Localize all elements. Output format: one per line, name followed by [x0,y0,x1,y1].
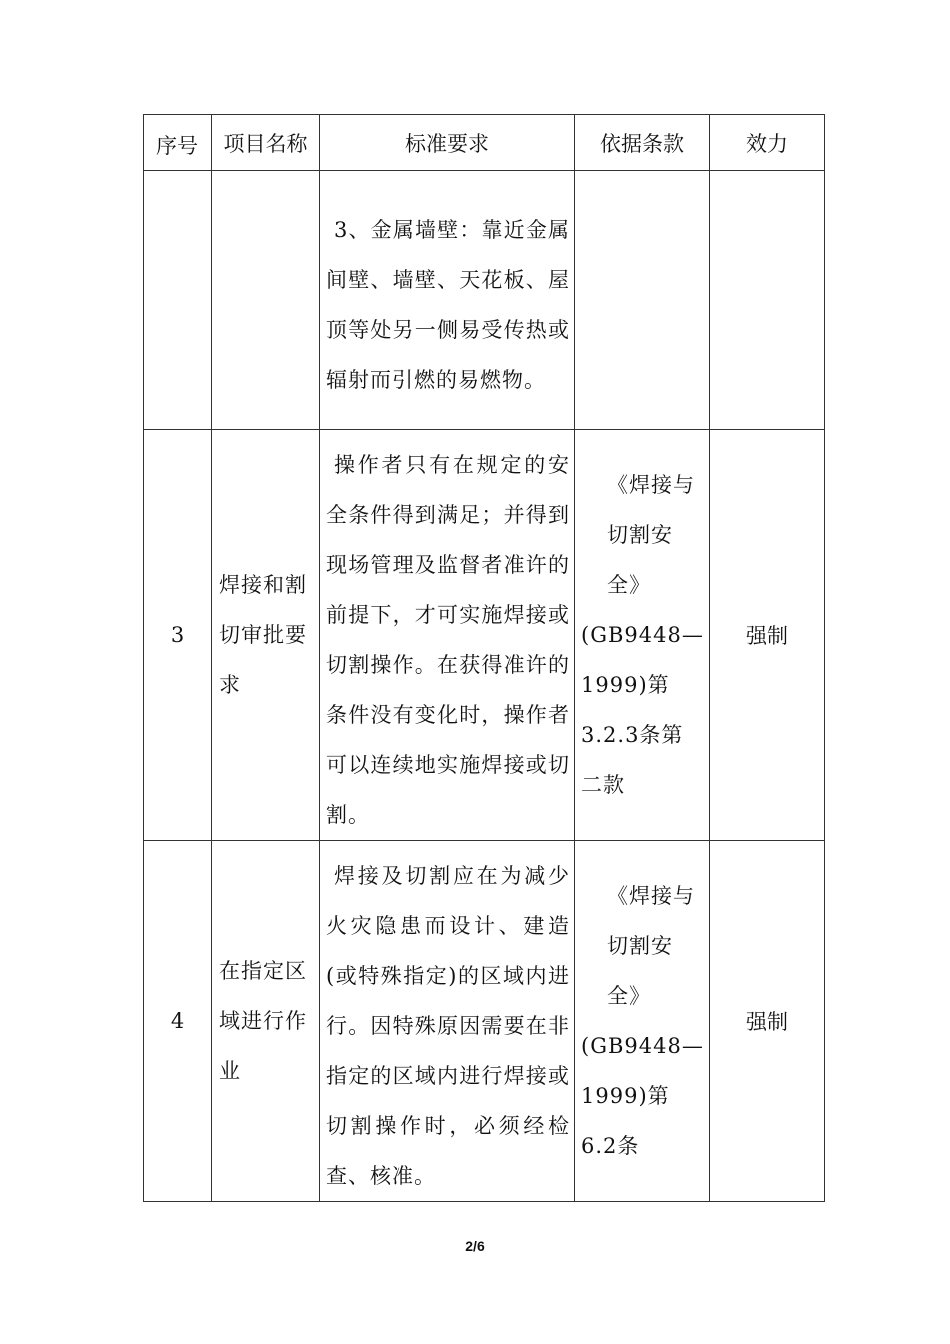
row-basis [575,841,710,1202]
row-seq: 4 [144,841,212,1202]
row-standard: 焊接及切割应在为减少火灾隐患而设计、建造(或特殊指定)的区域内进行。因特殊原因需要在非指定的区域内进行焊接或切割操作时，必须经检查、核准。 [320,841,575,1202]
table-row [144,430,825,841]
row-effect: 强制 [710,430,825,841]
row-standard: 操作者只有在规定的安全条件得到满足；并得到现场管理及监督者准许的前提下，才可实施焊接或切割操作。在获得准许的条件没有变化时，操作者可以连续地实施焊接或切割。 [320,430,575,841]
header-name: 项目名称 [212,115,320,171]
header-seq: 序号 [144,115,212,171]
row-seq [144,171,212,430]
basis-clause: (GB9448—1999)第3.2.3条第二款 [581,623,704,797]
basis-title: 《焊接与切割安全》 [607,884,695,1008]
header-standard: 标准要求 [320,115,575,171]
row-effect [710,171,825,430]
table-row [144,841,825,1202]
regulation-table [143,114,825,1202]
row-effect: 强制 [710,841,825,1202]
table-header-row [144,115,825,171]
row-name: 焊接和割切审批要求 [212,430,320,841]
row-standard: 3、金属墙壁：靠近金属间壁、墙壁、天花板、屋顶等处另一侧易受传热或辐射而引燃的易燃物。 [320,171,575,430]
page-number: 2/6 [465,1238,485,1254]
row-basis [575,430,710,841]
row-name: 在指定区域进行作业 [212,841,320,1202]
basis-clause: (GB9448—1999)第6.2条 [581,1034,704,1158]
basis-title: 《焊接与切割安全》 [607,473,695,597]
header-effect: 效力 [710,115,825,171]
row-basis [575,171,710,430]
header-basis: 依据条款 [575,115,710,171]
row-name [212,171,320,430]
row-seq: 3 [144,430,212,841]
table-row [144,171,825,430]
